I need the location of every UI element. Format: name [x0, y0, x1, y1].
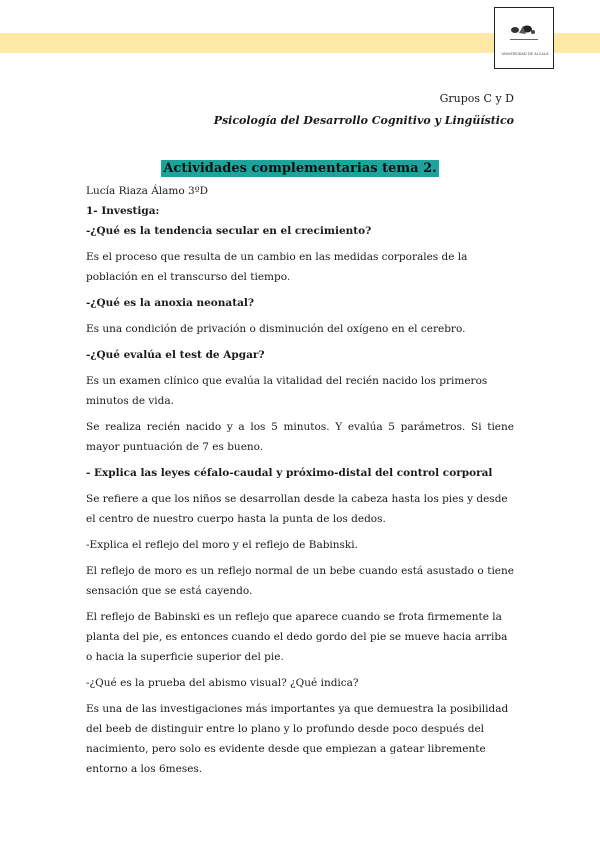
logo-caption: UNIVERSIDAD DE ALCALÁ — [501, 52, 549, 56]
answer-2: Es una condición de privación o disminución del oxígeno en el cerebro. — [86, 323, 466, 335]
question-6: -¿Qué es la prueba del abismo visual? ¿Qué indica? — [86, 677, 359, 689]
question-3: -¿Qué evalúa el test de Apgar? — [86, 349, 265, 361]
answer-5b: El reflejo de Babinski es un reflejo que aparece cuando se frota firmemente la planta del pie, es entonces cuando el dedo gordo del pie se mueve hacia arriba o hacia la superficie superior del pie. — [86, 611, 508, 663]
answer-6: Es una de las investigaciones más importantes ya que demuestra la posibilidad del beeb de distinguir entre lo plano y lo profundo desde poco después del nacimiento, pero solo es evidente desde que empiezan a gatear libremente entorno a los 6meses. — [86, 703, 509, 775]
question-2: -¿Qué es la anoxia neonatal? — [86, 297, 255, 309]
answer-5a: El reflejo de moro es un reflejo normal de un bebe cuando está asustado o tiene sensación que se está cayendo. — [86, 565, 514, 597]
answer-4: Se refiere a que los niños se desarrollan desde la cabeza hasta los pies y desde el centro de nuestro cuerpo hasta la punta de los dedos. — [86, 493, 508, 525]
question-1: -¿Qué es la tendencia secular en el crecimiento? — [86, 225, 372, 237]
question-4: - Explica las leyes céfalo-caudal y próximo-distal del control corporal — [86, 467, 493, 479]
question-5: -Explica el reflejo del moro y el reflejo de Babinski. — [86, 539, 358, 551]
student-name: Lucía Riaza Álamo 3ºD — [86, 185, 209, 197]
section-heading: 1- Investiga: — [86, 205, 160, 217]
title-container — [0, 157, 600, 177]
page-title: Actividades complementarias tema 2. — [163, 161, 437, 176]
document-body — [86, 181, 514, 779]
groups-label: Grupos C y D — [439, 92, 514, 105]
logo-emblem-icon — [495, 8, 553, 68]
answer-3b: Se realiza recién nacido y a los 5 minutos. Y evalúa 5 parámetros. Si tiene mayor puntuación de 7 es bueno. — [86, 421, 514, 453]
university-logo — [494, 7, 554, 69]
answer-3a: Es un examen clínico que evalúa la vitalidad del recién nacido los primeros minutos de vida. — [86, 375, 488, 407]
answer-1: Es el proceso que resulta de un cambio en las medidas corporales de la población en el transcurso del tiempo. — [86, 251, 468, 283]
subject-title: Psicología del Desarrollo Cognitivo y Lingüístico — [213, 114, 514, 127]
